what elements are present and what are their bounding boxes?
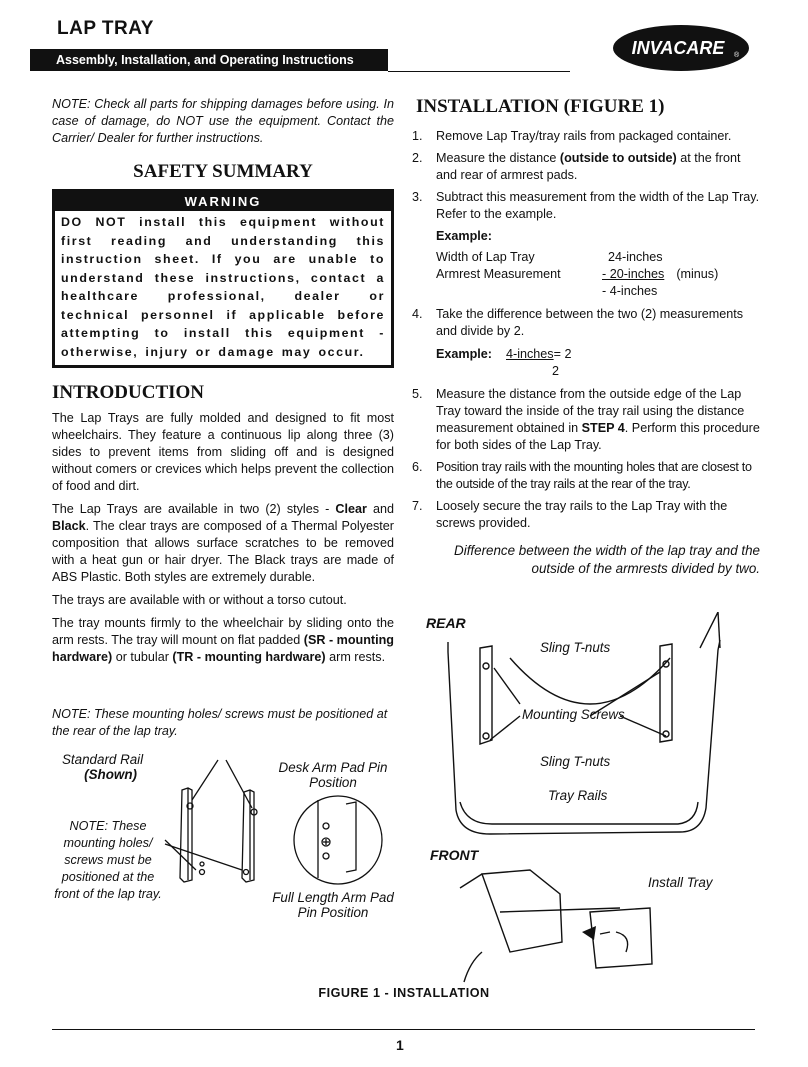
warning-heading: WARNING [55, 192, 391, 211]
mounting-screws-label: Mounting Screws [522, 707, 625, 722]
desk-arm-pin-label: Desk Arm Pad Pin Position [278, 760, 388, 790]
intro-paragraph-4: The tray mounts firmly to the wheelchair by sliding onto the arm rests. The tray will mount on flat padded (SR - mounting hardware) or tubular (TR - mounting hardware) arm rests. [52, 616, 395, 664]
install-tray-label: Install Tray [648, 875, 713, 890]
full-length-pin-label: Full Length Arm Pad Pin Position [272, 890, 394, 920]
rear-label: REAR [426, 615, 466, 631]
front-holes-note: NOTE: These mounting holes/ screws must be positioned at the front of the lap tray. [54, 819, 162, 901]
introduction-title: INTRODUCTION [52, 382, 205, 403]
right-column [412, 96, 760, 578]
example-block: Example: Width of Lap Tray 24-inches Armrest Measurement - 20-inches (minus) - 4-inches [436, 229, 719, 298]
step-item: 3. Subtract this measurement from the width of the Lap Tray. Refer to the example. [412, 190, 760, 221]
logo-text: INVACARE [631, 38, 725, 58]
step-item: 1. Remove Lap Tray/tray rails from packaged container. [412, 129, 732, 143]
step-item: 6. Position tray rails with the mounting holes that are closest to the outside of the tray rails at the rear of the tray. [412, 460, 752, 491]
rail-diagram [150, 740, 400, 890]
warning-box [52, 189, 394, 368]
intro-paragraph-3: The trays are available with or without a torso cutout. [52, 593, 347, 607]
standard-rail-label: Standard Rail (Shown) [62, 752, 144, 782]
mounting-holes-note: NOTE: These mounting holes/ screws must be positioned at the rear of the lap tray. [52, 707, 388, 738]
intro-paragraph-2: The Lap Trays are available in two (2) styles - Clear and Black. The clear trays are composed of a Thermal Polyester composition that allows surface scratches to be removed with a heat gun or hair dryer. The Black trays are made of ABS Plastic. Both styles are extremely durable. [52, 502, 394, 584]
sling-tnuts-label-top: Sling T-nuts [540, 640, 611, 655]
invacare-logo [612, 24, 750, 72]
sling-tnuts-label-bottom: Sling T-nuts [540, 754, 611, 769]
shipping-note: NOTE: Check all parts for shipping damages before using. In case of damage, do NOT use the equipment. Contact the Carrier/ Dealer for further instructions. [52, 97, 394, 145]
warning-text: DO NOT install this equipment without first reading and understanding this instruction sheet. If you are unable to understand these instructions, contact a healthcare professional, dealer or technical personnel if applicable before attempting to install this equipment - otherwise, injury or damage may occur. [61, 215, 385, 359]
document-subtitle: Assembly, Installation, and Operating Instructions [30, 49, 388, 71]
step-item: 2. Measure the distance (outside to outside) at the front and rear of armrest pads. [412, 151, 741, 182]
left-column [52, 96, 394, 666]
figure-caption-difference: Difference between the width of the lap tray and the outside of the armrests divided by two. [454, 543, 760, 576]
figure-1-caption: FIGURE 1 - INSTALLATION [318, 986, 490, 1000]
installation-title: INSTALLATION (FIGURE 1) [416, 96, 665, 117]
safety-summary-title: SAFETY SUMMARY [133, 161, 313, 182]
front-label: FRONT [430, 847, 479, 863]
step-item: 5. Measure the distance from the outside edge of the Lap Tray toward the inside of the tray rail using the distance measurement obtained in STEP 4. Perform this procedure for both sides of the Lap Tray. [412, 387, 760, 452]
intro-paragraph-1: The Lap Trays are fully molded and designed to fit most wheelchairs. They feature a continuous lip along three (3) sides to prevent items from sliding off and is designed without comers or crevices which helps prevent the collection of food and dirt. [52, 411, 394, 493]
step-item: 4. Take the difference between the two (2) measurements and divide by 2. [412, 307, 744, 338]
footer-rule [52, 1029, 755, 1030]
page-number: 1 [396, 1037, 404, 1053]
document-title: LAP TRAY [57, 18, 154, 39]
step-item: 7. Loosely secure the tray rails to the Lap Tray with the screws provided. [412, 499, 728, 530]
installation-steps-cont-2 [412, 386, 760, 532]
installation-steps-cont [412, 306, 760, 340]
header-rule [388, 71, 570, 72]
installation-steps [412, 128, 760, 223]
logo-registered-mark: ® [734, 52, 740, 59]
tray-rails-label: Tray Rails [548, 788, 608, 803]
example-2-block: Example: 4-inches = 2 2 [436, 347, 572, 378]
